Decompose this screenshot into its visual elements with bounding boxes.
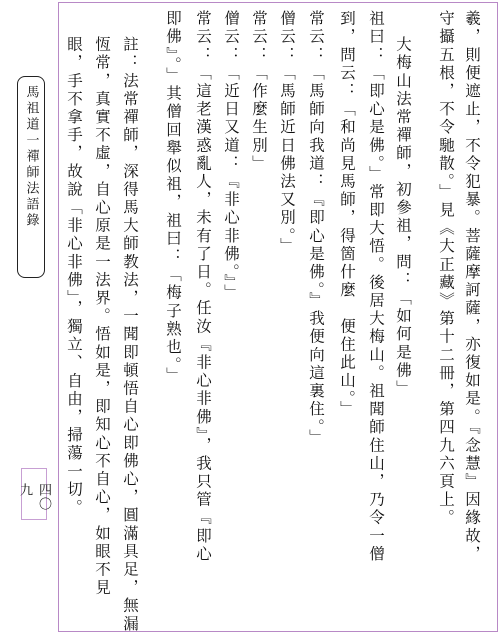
text-column: 僧云：「近日又道：『非心非佛。』」 <box>222 10 240 303</box>
page-number-box <box>17 468 51 520</box>
note-column: 恆常，真實不虛，自心原是一法界。悟如是，即知心不自心，如眼不見 <box>93 36 111 598</box>
text-column: 守攝五根，不令馳散。」見《大正藏》第十二冊，第四九六頁上。 <box>437 10 455 528</box>
note-column: 眼，手不拿手，故說「非心非佛」，獨立、自由，掃蕩一切。 <box>65 36 83 517</box>
text-column: 羲，則便遮止，不令犯暴。菩薩摩訶薩，亦復如是。『念慧』因緣故， <box>463 10 481 564</box>
note-column: 註：法常禪師，深得馬大師教法，一聞即頓悟自心即佛心，圓滿具足，無漏 <box>121 36 139 634</box>
section-title: 馬祖道一禪師法語錄 <box>23 85 39 229</box>
text-column: 到，問云：「和尚見馬師，得箇什麼 便住此山。」 <box>338 10 356 419</box>
text-column: 祖曰：「即心是佛。」常即大悟。後居大梅山。祖聞師住山，乃令一僧 <box>367 10 385 564</box>
text-column: 常云：「這老漢惑亂人，未有了日。任汝『非心非佛』，我只管『即心 <box>194 10 212 564</box>
text-column: 即佛』。」其僧回舉似祖，祖曰：「梅子熟也。」 <box>164 10 182 385</box>
text-column: 常云：「馬師向我道：『即心是佛。』我便向這裏住。」 <box>307 10 325 447</box>
text-column: 大梅山法常禪師，初參祖，問：「如何是佛」 <box>394 36 412 398</box>
text-column: 僧云：「馬師近日佛法又別。」 <box>278 10 296 256</box>
section-title-box <box>17 76 45 278</box>
text-column: 常云：「作麼生別」 <box>250 10 268 173</box>
page-number: 四〇九 <box>17 483 51 511</box>
